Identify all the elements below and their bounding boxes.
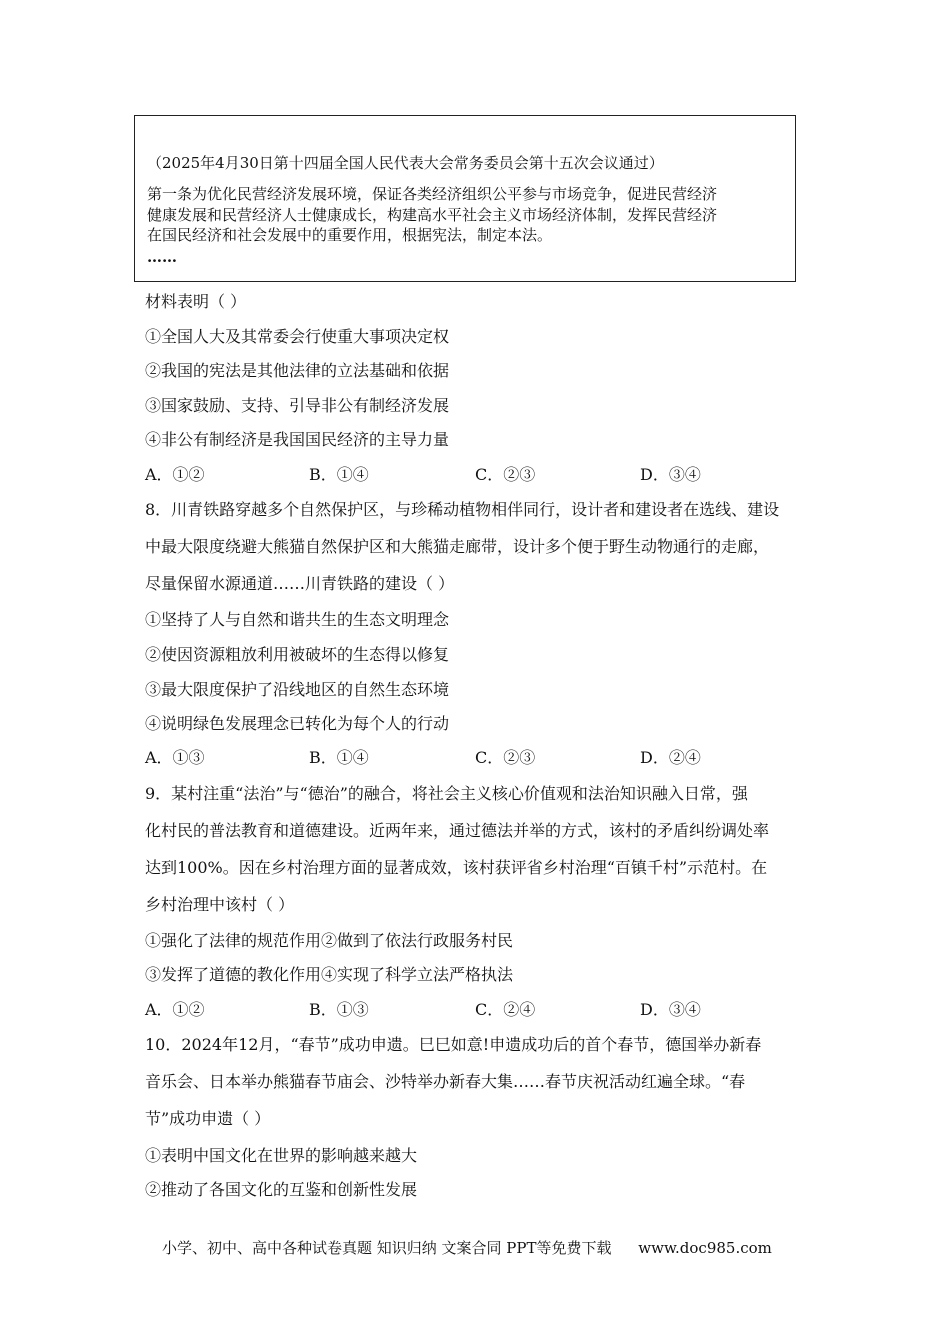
q7-option-a[interactable]: A．①② (145, 465, 205, 484)
q9-option-d[interactable]: D．③④ (640, 1000, 701, 1019)
q7-item: ①全国人大及其常委会行使重大事项决定权 (145, 327, 450, 346)
q7-item: ②我国的宪法是其他法律的立法基础和依据 (145, 361, 450, 380)
q8-option-a[interactable]: A．①③ (145, 748, 205, 767)
q10-stem-line: 10．2024年12月，“春节”成功申遗。巳巳如意!申遗成功后的首个春节，德国举办新春 (145, 1035, 762, 1054)
q7-option-d[interactable]: D．③④ (640, 465, 701, 484)
material-line: 健康发展和民营经济人士健康成长，构建高水平社会主义市场经济体制，发挥民营经济 (147, 206, 718, 224)
q9-stem-line: 9．某村注重“法治”与“德治”的融合，将社会主义核心价值观和法治知识融入日常，强 (145, 784, 748, 803)
q7-item: ④非公有制经济是我国国民经济的主导力量 (145, 430, 450, 449)
q8-item: ④说明绿色发展理念已转化为每个人的行动 (145, 714, 450, 733)
footer-link[interactable]: www.doc985.com (638, 1239, 772, 1257)
q9-option-a[interactable]: A．①② (145, 1000, 205, 1019)
page-footer (162, 1237, 772, 1258)
q8-item: ①坚持了人与自然和谐共生的生态文明理念 (145, 610, 450, 629)
material-ellipsis: …… (147, 248, 177, 266)
q7-item: ③国家鼓励、支持、引导非公有制经济发展 (145, 396, 450, 415)
q8-stem-line: 中最大限度绕避大熊猫自然保护区和大熊猫走廊带，设计多个便于野生动物通行的走廊， (145, 537, 770, 556)
q8-stem-line: 尽量保留水源通道……川青铁路的建设（ ） (145, 574, 455, 593)
q9-item: ①强化了法律的规范作用②做到了依法行政服务村民 (145, 931, 514, 950)
material-line: 第一条为优化民营经济发展环境，保证各类经济组织公平参与市场竞争，促进民营经济 (147, 185, 718, 203)
q7-stem: 材料表明（ ） (145, 292, 247, 311)
q10-item: ①表明中国文化在世界的影响越来越大 (145, 1146, 418, 1165)
q8-item: ③最大限度保护了沿线地区的自然生态环境 (145, 680, 450, 699)
q7-option-b[interactable]: B．①④ (309, 465, 369, 484)
q8-stem-line: 8．川青铁路穿越多个自然保护区，与珍稀动植物相伴同行，设计者和建设者在选线、建设 (145, 500, 780, 519)
material-line: 在国民经济和社会发展中的重要作用，根据宪法，制定本法。 (147, 226, 553, 244)
q10-stem-line: 音乐会、日本举办熊猫春节庙会、沙特举办新春大集……春节庆祝活动红遍全球。“春 (145, 1072, 746, 1091)
footer-text: 小学、初中、高中各种试卷真题 知识归纳 文案合同 PPT等免费下载 (162, 1239, 612, 1257)
material-header: （2025年4月30日第十四届全国人民代表大会常务委员会第十五次会议通过） (147, 154, 664, 172)
q9-option-c[interactable]: C．②④ (475, 1000, 536, 1019)
q8-option-d[interactable]: D．②④ (640, 748, 701, 767)
q8-item: ②使因资源粗放利用被破坏的生态得以修复 (145, 645, 450, 664)
q8-option-b[interactable]: B．①④ (309, 748, 369, 767)
q7-option-c[interactable]: C．②③ (475, 465, 536, 484)
q9-option-b[interactable]: B．①③ (309, 1000, 369, 1019)
q9-item: ③发挥了道德的教化作用④实现了科学立法严格执法 (145, 965, 514, 984)
q9-stem-line: 化村民的普法教育和道德建设。近两年来，通过德法并举的方式，该村的矛盾纠纷调处率 (145, 821, 770, 840)
q9-stem-line: 乡村治理中该村（ ） (145, 895, 295, 914)
q8-option-c[interactable]: C．②③ (475, 748, 536, 767)
q10-stem-line: 节”成功申遗（ ） (145, 1109, 271, 1128)
material-box (134, 115, 796, 282)
q10-item: ②推动了各国文化的互鉴和创新性发展 (145, 1180, 418, 1199)
q9-stem-line: 达到100%。因在乡村治理方面的显著成效，该村获评省乡村治理“百镇千村”示范村。在 (145, 858, 768, 877)
